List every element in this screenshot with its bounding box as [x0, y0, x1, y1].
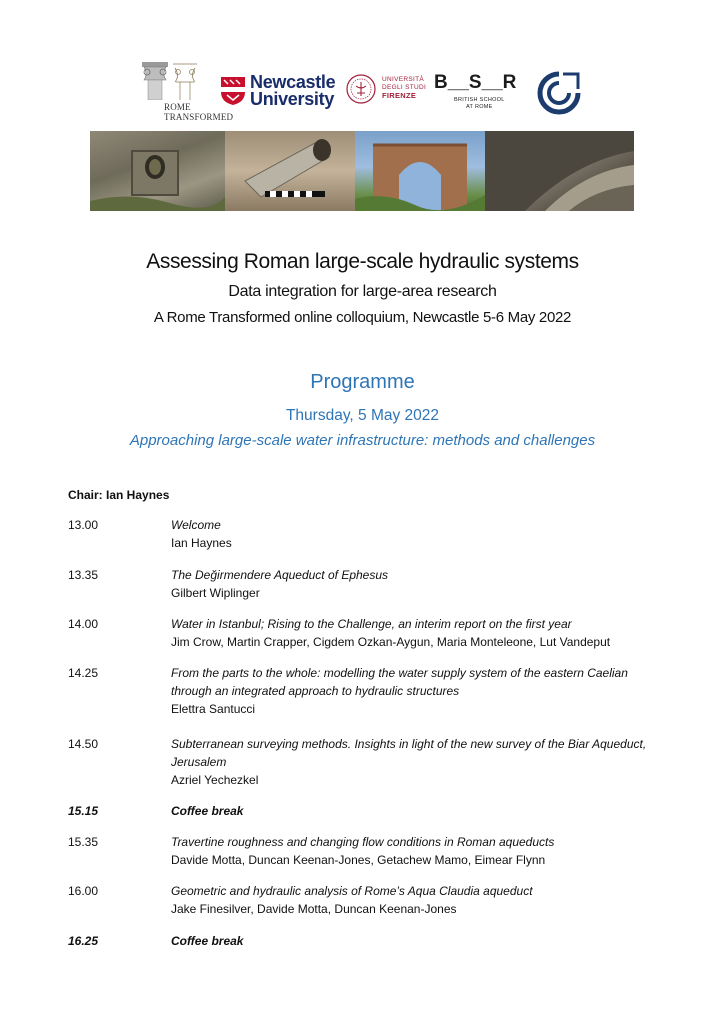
row-title: Water in Istanbul; Rising to the Challenge, an interim report on the first year [171, 617, 572, 631]
row-speakers: Davide Motta, Duncan Keenan-Jones, Getachew Mamo, Eimear Flynn [171, 853, 546, 867]
row-speakers: Ian Haynes [171, 536, 232, 550]
row-speakers: Gilbert Wiplinger [171, 586, 260, 600]
row-speakers: Jim Crow, Martin Crapper, Cigdem Ozkan-Aygun, Maria Monteleone, Lut Vandeput [171, 635, 611, 649]
row-speakers: Elettra Santucci [171, 702, 256, 716]
logo-bar [132, 60, 592, 128]
row-title: Geometric and hydraulic analysis of Rome’s Aqua Claudia aqueduct [171, 884, 533, 898]
photo-pipe-section [225, 131, 355, 211]
column-capital-icon [140, 60, 170, 100]
row-time: 14.25 [68, 666, 99, 680]
newcastle-crest-icon [220, 76, 246, 106]
row-title: The Değirmendere Aqueduct of Ephesus [171, 568, 389, 582]
row-time: 16.00 [68, 884, 99, 898]
row-speakers: Azriel Yechezkel [171, 773, 259, 787]
british-school-at-rome-logo: B__S__R BRITISH SCHOOL AT ROME [434, 72, 517, 110]
column-capital-sketch-icon [170, 60, 200, 100]
row-time: 14.50 [68, 737, 99, 751]
row-time: 13.35 [68, 568, 99, 582]
row-time: 15.35 [68, 835, 99, 849]
photo-stone-conduit [90, 131, 225, 211]
session-chair: Chair: Ian Haynes [68, 488, 170, 502]
cnr-logo-icon [536, 70, 582, 116]
row-title: Welcome [171, 518, 221, 532]
rome-transformed-logo [136, 60, 234, 128]
session-theme: Approaching large-scale water infrastructure: methods and challenges [129, 432, 596, 449]
row-title: Travertine roughness and changing flow conditions in Roman aqueducts [171, 835, 555, 849]
programme-heading: Programme [310, 371, 415, 393]
row-title: Subterranean surveying methods. Insights in light of the new survey of the Biar Aqueduct, Jerusalem [171, 737, 647, 769]
row-speakers: Jake Finesilver, Davide Motta, Duncan Keenan-Jones [171, 902, 457, 916]
document-subtitle: Data integration for large-area research [228, 283, 497, 300]
row-time: 14.00 [68, 617, 99, 631]
photo-underground-channel [485, 131, 634, 211]
event-line: A Rome Transformed online colloquium, Newcastle 5-6 May 2022 [153, 309, 572, 326]
row-title: From the parts to the whole: modelling the water supply system of the eastern Caelian through an integrated approach to hydraulic structures [171, 666, 628, 698]
newcastle-university-logo: Newcastle University [220, 74, 350, 110]
row-time: 13.00 [68, 518, 99, 532]
row-title: Coffee break [171, 804, 244, 818]
photo-strip [90, 131, 634, 211]
universita-firenze-logo: UNIVERSITÀ DEGLI STUDI FIRENZE [346, 72, 438, 112]
rome-transformed-wordmark: ROME TRANSFORMED [164, 102, 234, 122]
photo-aqueduct-arch [355, 131, 485, 211]
firenze-seal-icon [346, 74, 376, 104]
document-title: Assessing Roman large-scale hydraulic systems [146, 250, 579, 273]
day-heading: Thursday, 5 May 2022 [285, 407, 440, 424]
row-time: 15.15 [68, 804, 99, 818]
row-time: 16.25 [68, 934, 99, 948]
row-title: Coffee break [171, 934, 244, 948]
